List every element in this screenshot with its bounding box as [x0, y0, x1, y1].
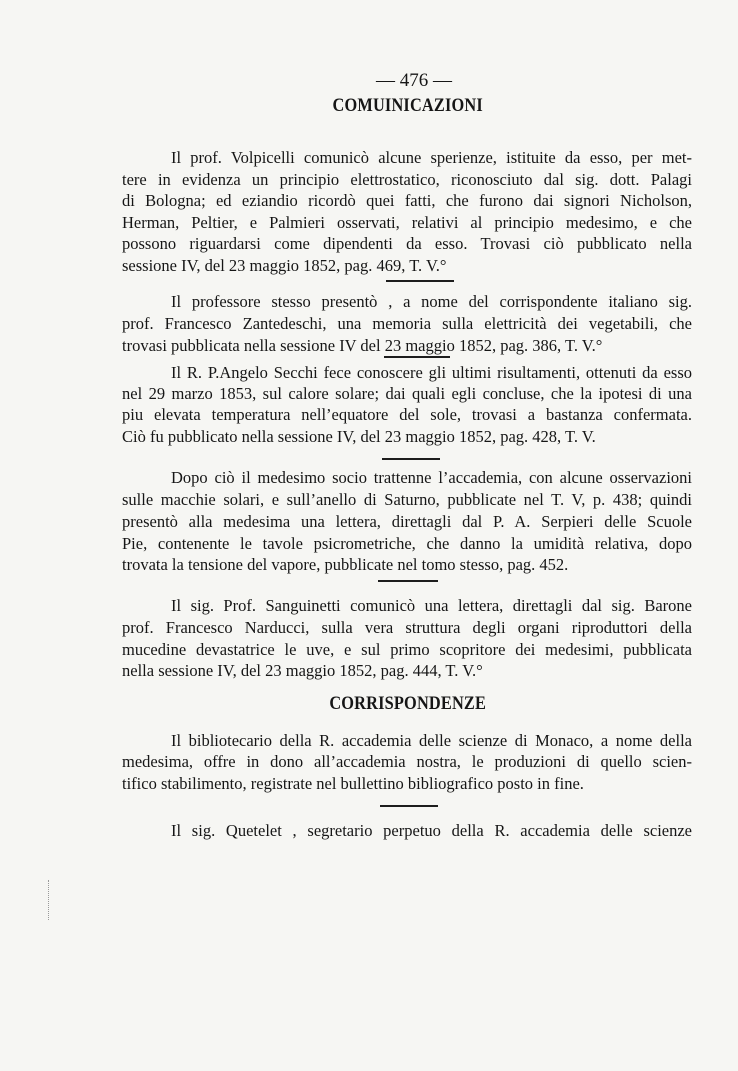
paragraph-line: sulle macchie solari, e sull’anello di Saturno, pubblicate nel T. V, p. 438; quindi	[122, 490, 692, 509]
paragraph-line: tifico stabilimento, registrate nel bullettino bibliografico posto in fine.	[122, 774, 584, 793]
paragraph-line: Dopo ciò il medesimo socio trattenne l’accademia, con alcune osservazioni	[171, 468, 692, 487]
paragraph-line: nel 29 marzo 1853, sul calore solare; dai quali egli concluse, che la ipotesi di una	[122, 384, 692, 403]
separator-rule	[382, 458, 440, 460]
paragraph-line: Il sig. Quetelet , segretario perpetuo della R. accademia delle scienze	[171, 821, 692, 840]
paragraph-line: Il prof. Volpicelli comunicò alcune sperienze, istituite da esso, per met-	[171, 148, 692, 167]
paragraph-line: prof. Francesco Narducci, sulla vera struttura degli organi riproduttori della	[122, 618, 692, 637]
paragraph-line: nella sessione IV, del 23 maggio 1852, pag. 444, T. V.°	[122, 661, 483, 680]
page-number: — 476 —	[376, 70, 452, 91]
paragraph-line: possono riguardarsi come dipendenti da esso. Trovasi ciò pubblicato nella	[122, 234, 692, 253]
paragraph-line: Il sig. Prof. Sanguinetti comunicò una lettera, direttagli dal sig. Barone	[171, 596, 692, 615]
paragraph-line: prof. Francesco Zantedeschi, una memoria sulla elettricità dei vegetabili, che	[122, 314, 692, 333]
separator-rule	[378, 580, 438, 582]
paragraph-line: Il R. P.Angelo Secchi fece conoscere gli ultimi risultamenti, ottenuti da esso	[171, 363, 692, 382]
paragraph-line: di Bologna; ed eziandio ricordò quei fatti, che furono dai signori Nicholson,	[122, 191, 692, 210]
paragraph-line: Il professore stesso presentò , a nome del corrispondente italiano sig.	[171, 292, 692, 311]
separator-rule	[386, 280, 454, 282]
paragraph-line: Ciò fu pubblicato nella sessione IV, del 23 maggio 1852, pag. 428, T. V.	[122, 427, 596, 446]
scan-mark	[48, 880, 51, 920]
section-heading-comunicazioni: COMUINICAZIONI	[332, 95, 483, 116]
paragraph-line: Herman, Peltier, e Palmieri osservati, relativi al principio medesimo, e che	[122, 213, 692, 232]
paragraph-line: sessione IV, del 23 maggio 1852, pag. 469, T. V.°	[122, 256, 447, 275]
paragraph-line: Pie, contenente le tavole psicrometriche, che danno la umidità relativa, dopo	[122, 534, 692, 553]
paragraph-line: piu elevata temperatura nell’equatore del sole, trovasi a bastanza confermata.	[122, 405, 692, 424]
paragraph-line: tere in evidenza un principio elettrostatico, riconosciuto dal sig. dott. Palagi	[122, 170, 692, 189]
paragraph-line: trovata la tensione del vapore, pubblicate nel tomo stesso, pag. 452.	[122, 555, 569, 574]
paragraph-line: trovasi pubblicata nella sessione IV del 23 maggio 1852, pag. 386, T. V.°	[122, 336, 603, 355]
separator-rule	[380, 805, 438, 807]
paragraph-line: presentò alla medesima una lettera, direttagli dal P. A. Serpieri delle Scuole	[122, 512, 692, 531]
section-heading-corrispondenze: CORRISPONDENZE	[329, 693, 487, 714]
separator-rule	[384, 356, 450, 358]
paragraph-line: medesima, offre in dono all’accademia nostra, le produzioni di quello scien-	[122, 752, 692, 771]
paragraph-line: Il bibliotecario della R. accademia delle scienze di Monaco, a nome della	[171, 731, 692, 750]
paragraph-line: mucedine devastatrice le uve, e sul primo scopritore dei medesimi, pubblicata	[122, 640, 692, 659]
